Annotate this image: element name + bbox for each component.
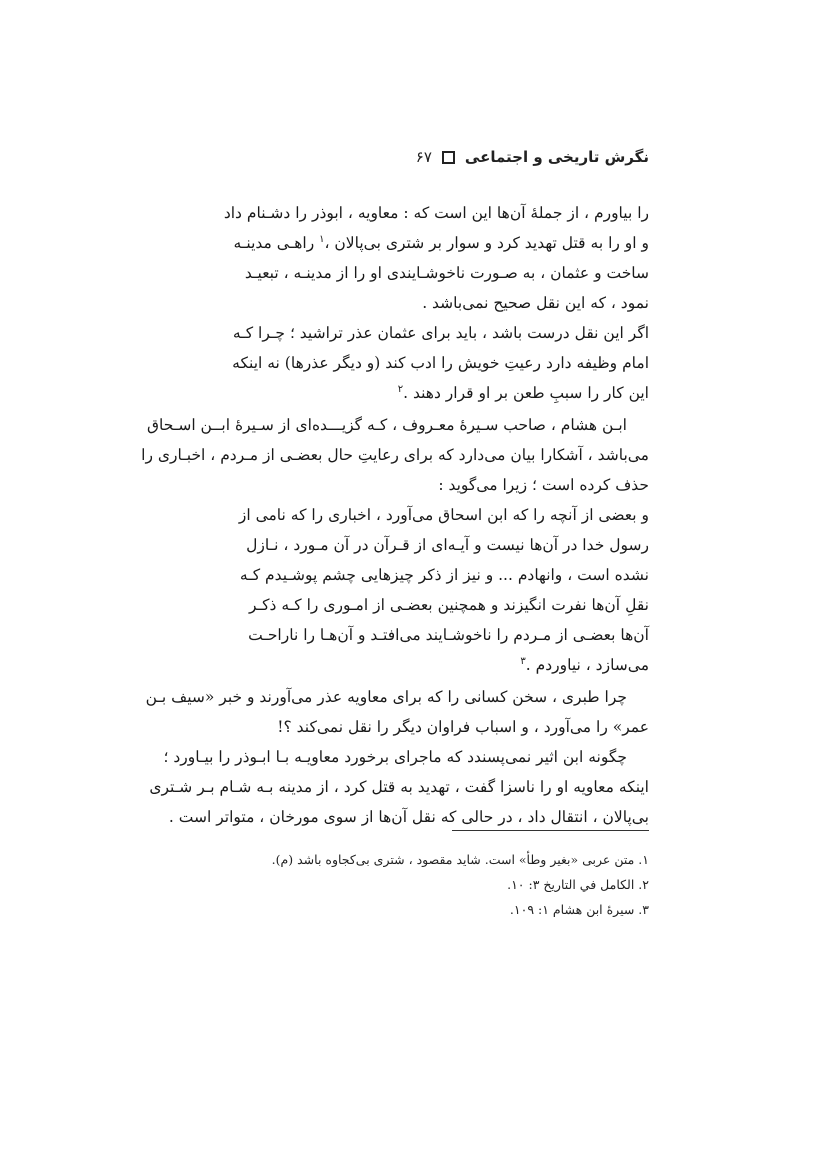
text-line: [145, 682, 649, 712]
footnote-ref: ۲: [397, 383, 404, 395]
text-line: امام وظیفه دارد رعیتِ خویش را ادب کند (و دیگر عذرها) نه اینکه: [232, 354, 649, 372]
text-line: می‌باشد ، آشکارا بیان می‌دارد که برای رعایتِ حال بعضـی از مـردم ، اخبـاری را: [141, 446, 649, 464]
page-number: ۶۷: [415, 148, 432, 166]
text-line: [163, 742, 649, 772]
text-segment: می‌سازد ، نیاوردم .: [525, 656, 649, 674]
text-line: را بیاورم ، از جملهٔ آن‌ها این است که : معاویه ، ابوذر را دشـنام داد: [223, 204, 649, 222]
text-segment: و او را به قتل تهدید کرد و سوار بر شتری بی‌پالان ،: [324, 234, 649, 252]
text-line: نمود ، که این نقل صحیح نمی‌باشد .: [422, 294, 649, 312]
text-line: عمر» را می‌آورد ، و اسباب فراوان دیگر را نقل نمی‌کند ؟!: [277, 718, 649, 736]
text-line: اینکه معاویه او را ناسزا گفت ، تهدید به قتل کرد ، از مدینه بـه شـام بـر شـتری: [149, 778, 649, 796]
text-line: حذف کرده است ؛ زیرا می‌گوید :: [438, 476, 649, 494]
footnote-divider: [452, 830, 649, 831]
square-ornament-icon: [442, 151, 455, 164]
text-segment: ابـن هشام ، صاحب سـیرهٔ معـروف ، کـه گزیـــده‌ای از سـیرهٔ ابــن اسـحاق: [147, 416, 627, 434]
text-line: [233, 228, 649, 258]
text-line: اگر این نقل درست باشد ، باید برای عثمان عذر تراشید ؛ چـرا کـه: [232, 324, 649, 342]
footnote: ۱. متن عربی «بغیر وطأ» است. شاید مقصود ، شتری بی‌کجاوه باشد (م).: [271, 852, 649, 867]
text-line: بی‌پالان ، انتقال داد ، در حالی که نقل آن‌ها از سوی مورخان ، متواتر است .: [168, 808, 649, 826]
text-segment: این کار را سببِ طعن بر او قرار دهند .: [403, 384, 649, 402]
footnote: ۲. الکامل في التاریخ ۳: ۱۰.: [507, 877, 649, 892]
text-line: [147, 410, 649, 440]
text-segment: چگونه ابن اثیر نمی‌پسندد که ماجرای برخورد معاویـه بـا ابـوذر را بیـاورد ؛: [163, 748, 627, 766]
text-segment: چرا طبری ، سخن کسانی را که برای معاویه عذر می‌آورند و خبر «سیف بـن: [145, 688, 627, 706]
running-header: [416, 148, 649, 166]
text-line: نشده است ، وانهادم ... و نیز از ذکر چیزهایی چشم پوشـیدم کـه: [239, 566, 649, 584]
running-title: نگرش تاریخی و اجتماعی: [464, 148, 649, 166]
text-line: آن‌ها بعضـی از مـردم را ناخوشـایند می‌افتـد و آن‌هـا را ناراحـت: [248, 626, 649, 644]
text-line: [249, 378, 649, 408]
footnote: ۳. سیرهٔ ابن هشام ۱: ۱۰۹.: [509, 902, 649, 917]
text-line: و بعضی از آنچه را که ابن اسحاق می‌آورد ، اخباری را که نامی از: [238, 506, 649, 524]
text-line: نقلِ آن‌ها نفرت انگیزند و همچنین بعضـی از امـوری را کـه ذکـر: [249, 596, 649, 614]
text-segment: راهـی مدینـه: [233, 234, 320, 252]
text-line: ساخت و عثمان ، به صـورت ناخوشـایندی او را از مدینـه ، تبعیـد: [244, 264, 649, 282]
footnote-ref: ۳: [520, 655, 526, 667]
text-line: رسول خدا در آن‌ها نیست و آیـه‌ای از قـرآن در آن مـورد ، نـازل: [246, 536, 649, 554]
text-line: [249, 650, 649, 680]
footnote-ref: ۱: [319, 233, 325, 245]
